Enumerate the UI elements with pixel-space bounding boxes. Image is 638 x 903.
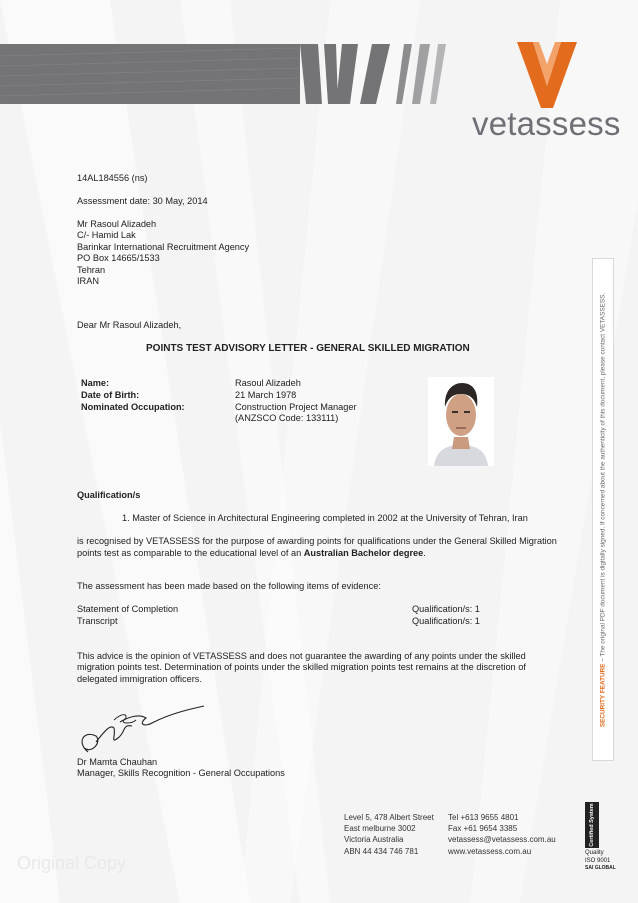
recognition-line: is recognised by VETASSESS for the purpose of awarding points for qualifications under the General Skilled Migration [77,536,557,546]
signatory-name: Dr Mamta Chauhan [77,757,158,767]
occupation-label: Nominated Occupation: [81,402,185,412]
reference-number: 14AL184556 (ns) [77,173,148,183]
recognition-text: . [423,548,426,558]
cert-line: ISO 9001 [585,857,611,864]
iso-certification-badge [585,802,627,892]
evidence-qualification: Qualification/s: 1 [412,616,480,626]
name-value: Rasoul Alizadeh [235,378,301,388]
v-chevron-logo-icon [517,42,577,108]
advice-line: delegated immigration officers. [77,673,202,684]
footer-line: Victoria Australia [344,835,404,845]
assessment-date: Assessment date: 30 May, 2014 [77,196,208,206]
cert-text [585,850,616,873]
advice-paragraph [77,651,526,685]
evidence-intro: The assessment has been made based on the following items of evidence: [77,581,381,591]
address-line: C/- Hamid Lak [77,230,136,241]
advice-line: migration points test. Determination of points under the skilled migration points test remains at the discretion of [77,662,526,673]
footer-line: Level 5, 478 Albert Street [344,813,434,822]
occupation-value: Construction Project Manager [235,402,357,412]
advice-line: This advice is the opinion of VETASSESS and does not guarantee the awarding of any points under the skilled [77,651,526,661]
watermark: Original Copy [17,853,127,873]
security-text: – The original PDF document is digitally signed. If concerned about the authenticity of this document, please contact VETASSESS. [599,292,607,664]
brand-name: vetassess [472,105,621,142]
anzsco-code: (ANZSCO Code: 133111) [235,413,339,423]
footer-line: ABN 44 434 746 781 [344,846,419,856]
salutation: Dear Mr Rasoul Alizadeh, [77,320,182,330]
footer-contact [448,812,556,857]
recognition-line [77,548,426,559]
applicant-photo [428,377,494,466]
footer-line: East melburne 3002 [344,824,416,834]
footer-fax: Fax +61 9654 3385 [448,824,518,834]
handwritten-signature [74,702,210,758]
letter-title: POINTS TEST ADVISORY LETTER - GENERAL SKILLED MIGRATION [146,343,470,354]
header-band [0,44,470,104]
evidence-item: Statement of Completion [77,604,179,614]
signatory-title: Manager, Skills Recognition - General Occupations [77,768,285,778]
evidence-item: Transcript [77,616,118,626]
security-label: SECURITY FEATURE [599,663,607,728]
qualification-heading: Qualification/s [77,490,141,500]
cert-line: Quality [585,850,604,856]
footer-address [344,812,434,857]
qualification-item: 1. Master of Science in Architectural Engineering completed in 2002 at the University of Tehran, Iran [122,513,528,523]
footer-phone: Tel +613 9655 4801 [448,813,519,822]
dob-label: Date of Birth: [81,390,140,400]
address-line: Barinkar International Recruitment Agency [77,241,250,252]
degree-level: Australian Bachelor degree [303,548,424,558]
cert-line: SAI GLOBAL [585,865,616,871]
address-line: IRAN [77,276,99,287]
address-line: Mr Rasoul Alizadeh [77,219,157,229]
dob-value: 21 March 1978 [235,390,297,400]
security-notice [600,293,607,727]
address-line: Tehran [77,264,106,275]
cert-badge-label: Certified System [589,803,595,847]
recipient-address [77,219,249,287]
evidence-qualification: Qualification/s: 1 [412,604,480,614]
footer-website: www.vetassess.com.au [448,846,532,856]
name-label: Name: [81,378,110,388]
address-line: PO Box 14665/1533 [77,253,160,264]
footer-email: vetassess@vetassess.com.au [448,835,556,845]
recognition-text: points test as comparable to the educational level of an [77,548,304,558]
